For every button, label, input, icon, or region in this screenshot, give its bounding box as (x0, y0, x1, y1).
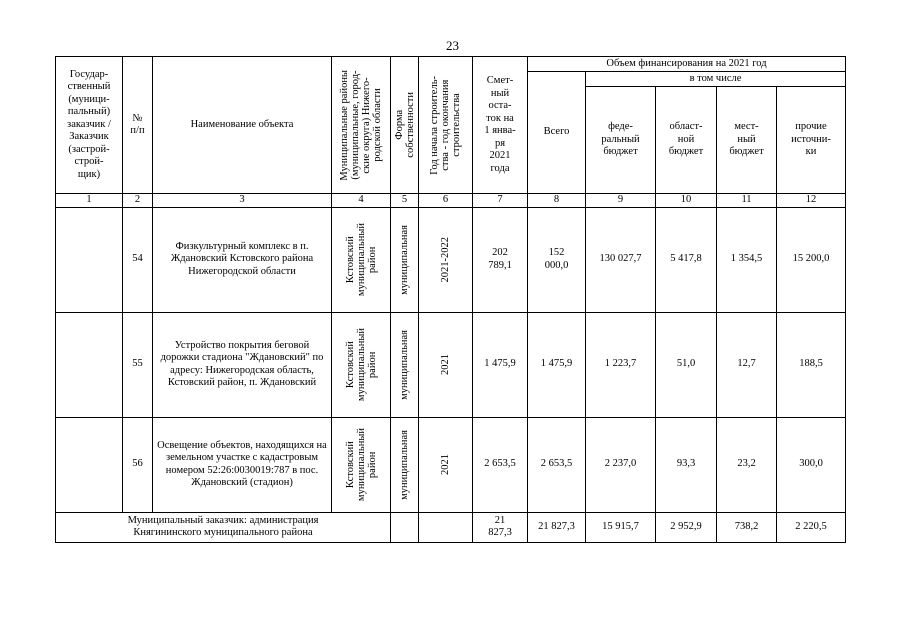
header-customer: Государ- ственный (муници- пальный) заказчик / Заказчик (застрой- строй- щик) (56, 57, 123, 194)
object-name: Устройство покрытия беговой дорожки стадиона "Ждановский" по адресу: Нижегородская область, Кстовский район, п. Ждановский (153, 312, 332, 417)
years-text: 2021-2022 (440, 236, 451, 283)
regional-value: 5 417,8 (656, 207, 717, 312)
ownership-text: муниципальная (399, 329, 410, 400)
local-value: 23,2 (717, 417, 777, 512)
header-other: прочие источни- ки (777, 87, 846, 194)
regional-value: 93,3 (656, 417, 717, 512)
local-value: 1 354,5 (717, 207, 777, 312)
other-value: 300,0 (777, 417, 846, 512)
header-local: мест- ный бюджет (717, 87, 777, 194)
row-number: 54 (123, 207, 153, 312)
federal-value: 2 237,0 (586, 417, 656, 512)
local-value: 12,7 (717, 312, 777, 417)
col-number: 1 (56, 194, 123, 208)
other-value: 15 200,0 (777, 207, 846, 312)
table-row (56, 207, 846, 312)
summary-ownership-empty (391, 512, 419, 542)
col-number: 3 (153, 194, 332, 208)
years-cell (419, 312, 473, 417)
years-cell (419, 417, 473, 512)
district-cell (332, 312, 391, 417)
header-remainder: Смет- ный оста- ток на 1 янва- ря 2021 года (473, 57, 528, 194)
district-cell (332, 417, 391, 512)
header-federal: феде- ральный бюджет (586, 87, 656, 194)
col-number: 6 (419, 194, 473, 208)
summary-regional: 2 952,9 (656, 512, 717, 542)
row-number: 55 (123, 312, 153, 417)
object-name: Физкультурный комплекс в п. Ждановский Кстовского района Нижегородской области (153, 207, 332, 312)
header-years-text: Год начала строитель- ства - год окончания строительства (429, 75, 462, 175)
header-ownership (391, 57, 419, 194)
district-text: Кстовский муниципальный район (344, 327, 378, 402)
ownership-cell (391, 312, 419, 417)
summary-federal: 15 915,7 (586, 512, 656, 542)
col-number: 2 (123, 194, 153, 208)
remainder-value: 2 653,5 (473, 417, 528, 512)
header-ownership-text: Форма собственности (393, 92, 416, 158)
years-cell (419, 207, 473, 312)
col-number: 7 (473, 194, 528, 208)
other-value: 188,5 (777, 312, 846, 417)
summary-total: 21 827,3 (528, 512, 586, 542)
district-text: Кстовский муниципальный район (344, 222, 378, 297)
district-text: Кстовский муниципальный район (344, 427, 378, 502)
col-number: 8 (528, 194, 586, 208)
federal-value: 130 027,7 (586, 207, 656, 312)
district-cell (332, 207, 391, 312)
ownership-cell (391, 417, 419, 512)
customer-cell (56, 417, 123, 512)
ownership-cell (391, 207, 419, 312)
col-number: 4 (332, 194, 391, 208)
total-value: 2 653,5 (528, 417, 586, 512)
remainder-value: 202 789,1 (473, 207, 528, 312)
header-number: № п/п (123, 57, 153, 194)
header-funding: Объем финансирования на 2021 год (528, 57, 846, 72)
header-regional: област- ной бюджет (656, 87, 717, 194)
federal-value: 1 223,7 (586, 312, 656, 417)
ownership-text: муниципальная (399, 429, 410, 500)
financing-table (55, 56, 846, 543)
summary-row (56, 512, 846, 542)
col-number: 11 (717, 194, 777, 208)
years-text: 2021 (440, 454, 451, 475)
customer-cell (56, 207, 123, 312)
col-number: 5 (391, 194, 419, 208)
header-total: Всего (528, 72, 586, 194)
header-years (419, 57, 473, 194)
total-value: 1 475,9 (528, 312, 586, 417)
column-numbers-row (56, 194, 846, 208)
table-row (56, 417, 846, 512)
summary-remainder: 21 827,3 (473, 512, 528, 542)
header-including: в том числе (586, 72, 846, 87)
table-row (56, 312, 846, 417)
summary-years-empty (419, 512, 473, 542)
remainder-value: 1 475,9 (473, 312, 528, 417)
page-number: 23 (446, 38, 459, 53)
summary-label: Муниципальный заказчик: администрация Княгининского муниципального района (56, 512, 391, 542)
col-number: 9 (586, 194, 656, 208)
object-name: Освещение объектов, находящихся на земельном участке с кадастровым номером 52:26:0030019:787 в пос. Ждановский (стадион) (153, 417, 332, 512)
customer-cell (56, 312, 123, 417)
summary-local: 738,2 (717, 512, 777, 542)
header-object-name: Наименование объекта (153, 57, 332, 194)
header-districts (332, 57, 391, 194)
col-number: 12 (777, 194, 846, 208)
col-number: 10 (656, 194, 717, 208)
row-number: 56 (123, 417, 153, 512)
header-districts-text: Муниципальные районы (муниципальные, город- ские округа) Нижего- родской области (339, 69, 383, 181)
summary-other: 2 220,5 (777, 512, 846, 542)
total-value: 152 000,0 (528, 207, 586, 312)
regional-value: 51,0 (656, 312, 717, 417)
years-text: 2021 (440, 354, 451, 375)
ownership-text: муниципальная (399, 224, 410, 295)
